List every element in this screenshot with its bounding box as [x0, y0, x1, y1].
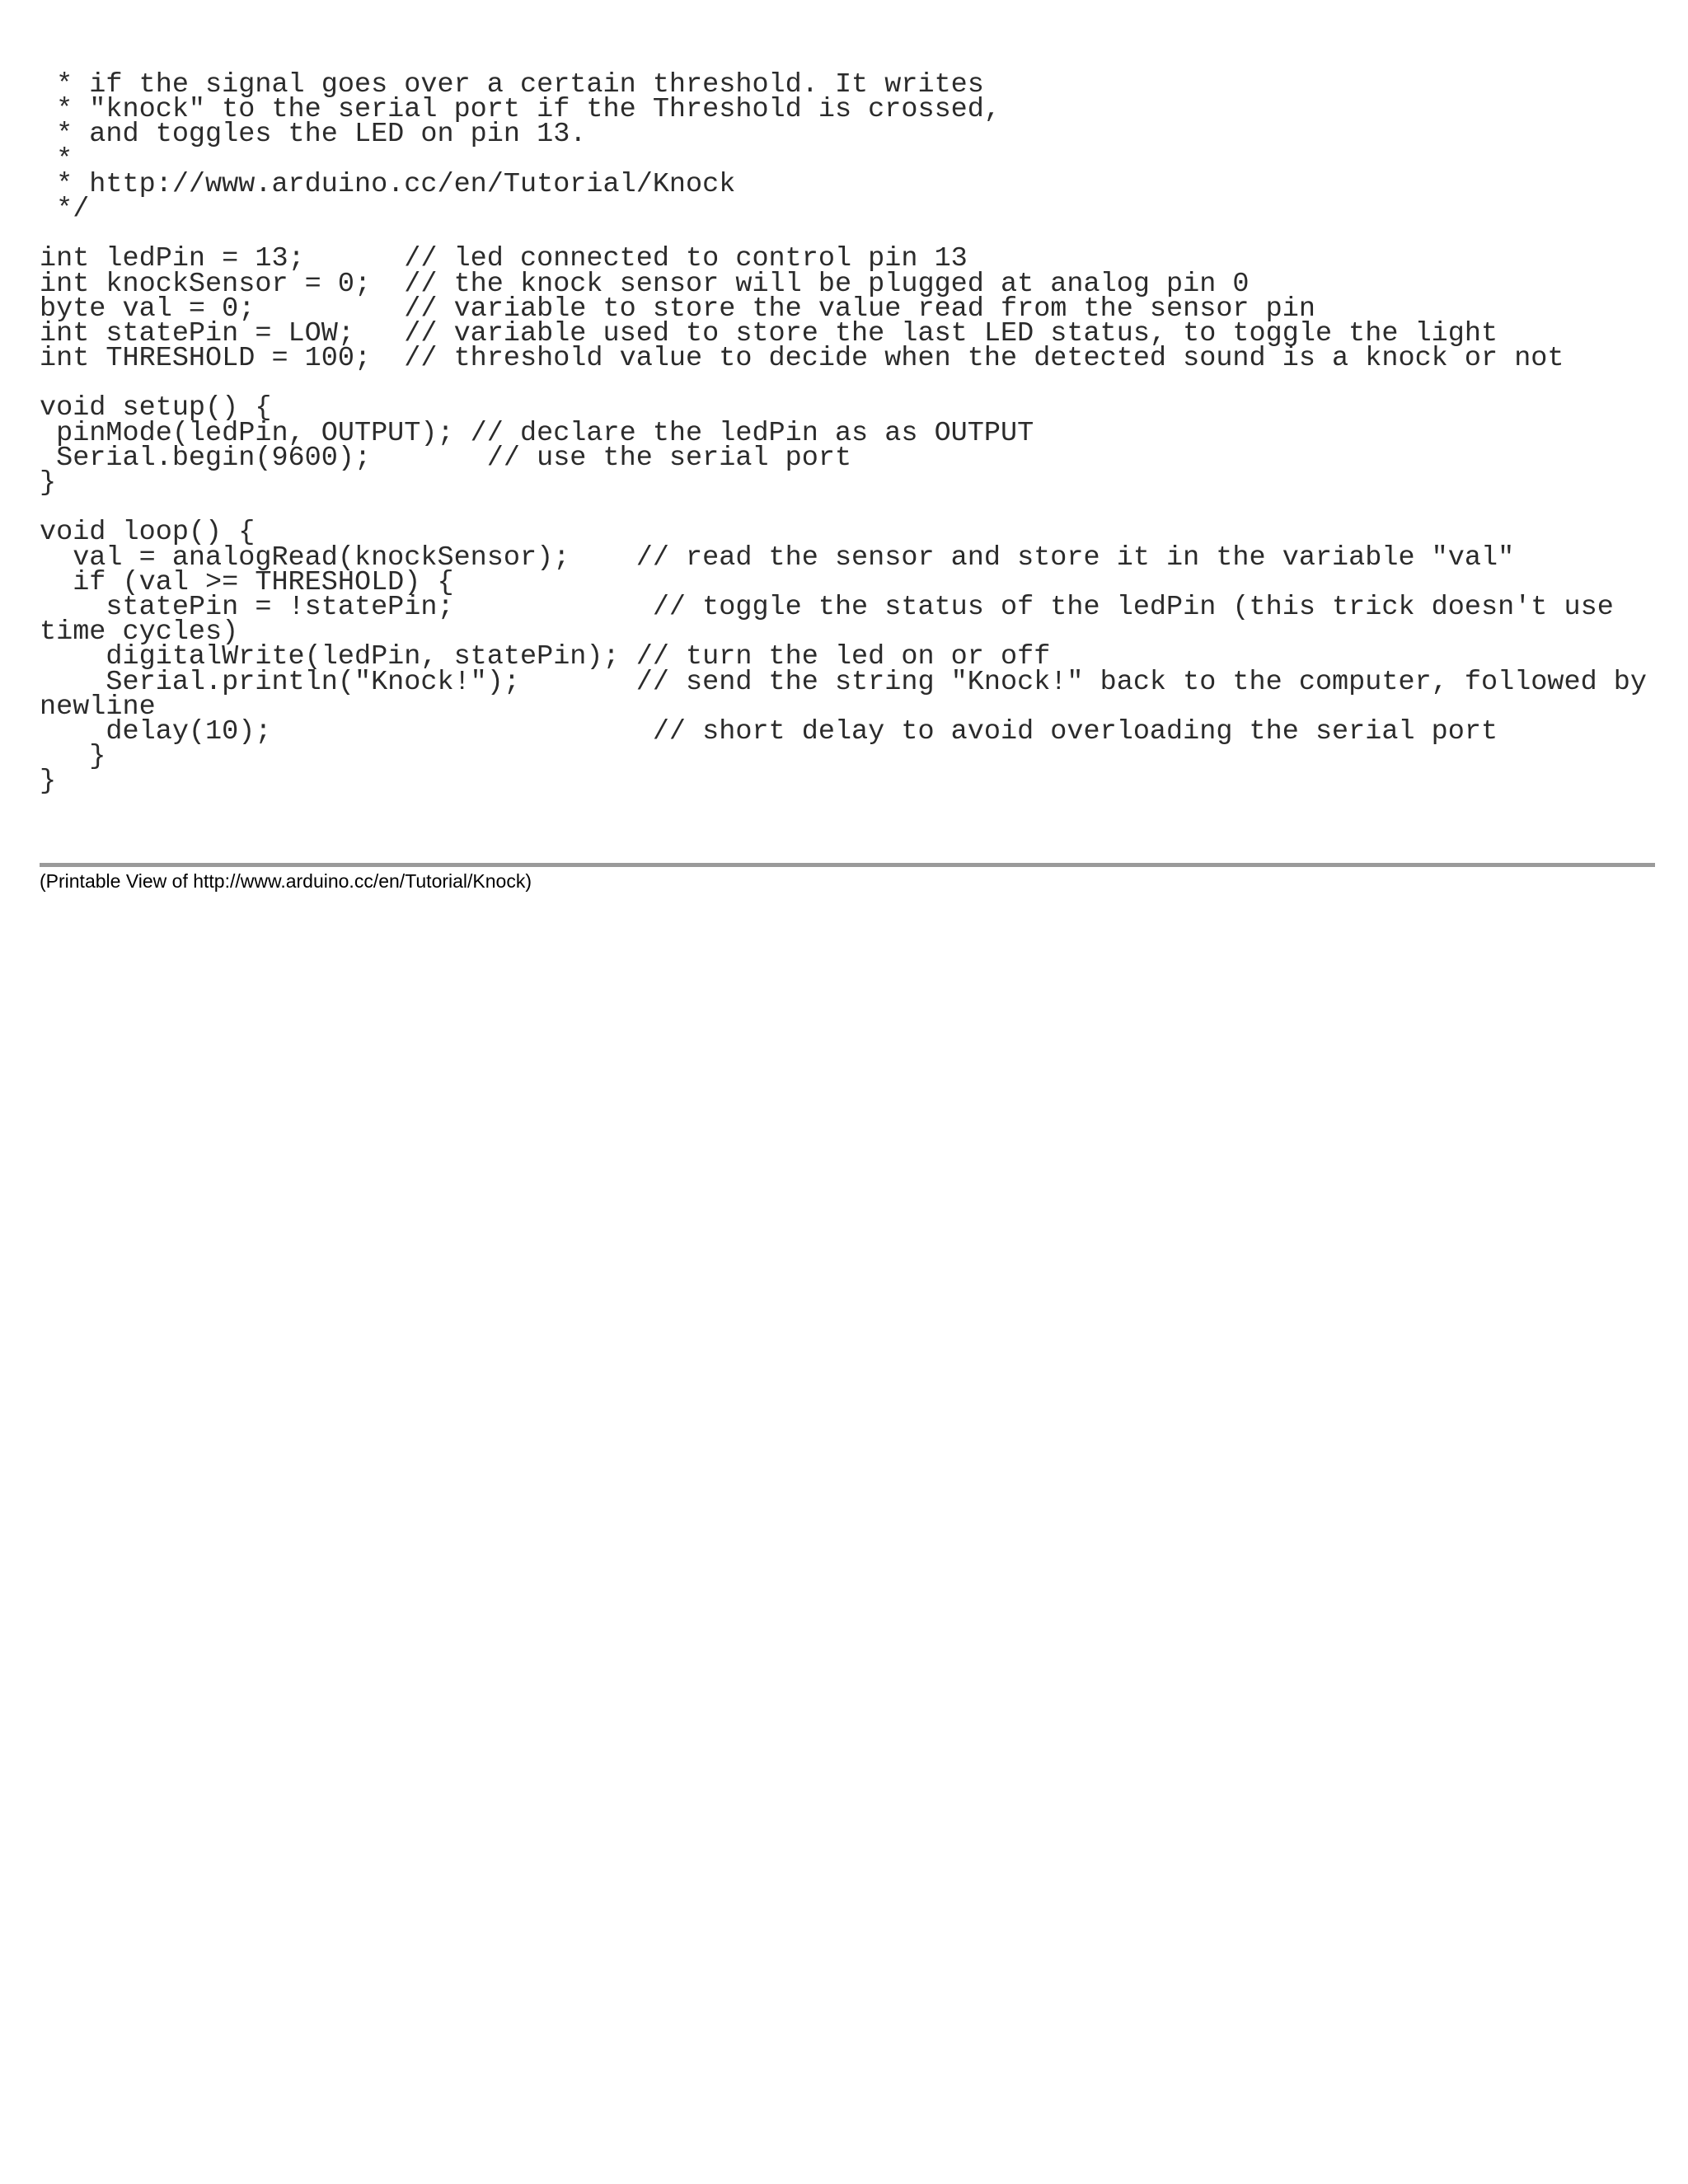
code-line: } [40, 741, 106, 773]
code-line: statePin = !statePin; // toggle the status of the ledPin (this trick doesn't use [40, 591, 1614, 623]
code-line: delay(10); // short delay to avoid overloading the serial port [40, 715, 1498, 748]
code-line: int THRESHOLD = 100; // threshold value to decide when the detected sound is a knock or not [40, 343, 1564, 375]
code-line: } [40, 467, 57, 499]
code-line: Serial.println("Knock!"); // send the string "Knock!" back to the computer, followed by [40, 666, 1648, 698]
code-line: digitalWrite(ledPin, statePin); // turn the led on or off [40, 641, 1051, 673]
code-line: newline [40, 691, 156, 723]
code-line [40, 495, 1655, 520]
code-line: * if the signal goes over a certain threshold. It writes [40, 69, 984, 101]
code-line: time cycles) [40, 616, 239, 649]
code-line: if (val >= THRESHOLD) { [40, 566, 454, 598]
footer-divider [40, 863, 1655, 867]
document-page [40, 69, 1655, 798]
code-line: int knockSensor = 0; // the knock sensor will be plugged at analog pin 0 [40, 268, 1250, 300]
code-line [40, 371, 1655, 396]
code-line: * and toggles the LED on pin 13. [40, 119, 587, 151]
code-line: Serial.begin(9600); // use the serial port [40, 442, 852, 474]
code-line: * "knock" to the serial port if the Threshold is crossed, [40, 94, 1001, 126]
code-line: * [40, 143, 73, 176]
code-line: void setup() { [40, 392, 272, 424]
code-listing [40, 69, 1655, 798]
code-line: pinMode(ledPin, OUTPUT); // declare the ledPin as as OUTPUT [40, 417, 1034, 449]
code-line: int statePin = LOW; // variable used to store the last LED status, to toggle the light [40, 317, 1498, 349]
code-line: } [40, 766, 57, 798]
code-line: int ledPin = 13; // led connected to control pin 13 [40, 243, 968, 275]
code-line: val = analogRead(knockSensor); // read the sensor and store it in the variable "val" [40, 541, 1515, 574]
printable-view-footer: (Printable View of http://www.arduino.cc/en/Tutorial/Knock) [40, 870, 532, 892]
code-line: byte val = 0; // variable to store the value read from the sensor pin [40, 293, 1315, 325]
code-line: void loop() { [40, 517, 256, 549]
code-line: */ [40, 193, 90, 225]
code-line: * http://www.arduino.cc/en/Tutorial/Knock [40, 168, 736, 200]
